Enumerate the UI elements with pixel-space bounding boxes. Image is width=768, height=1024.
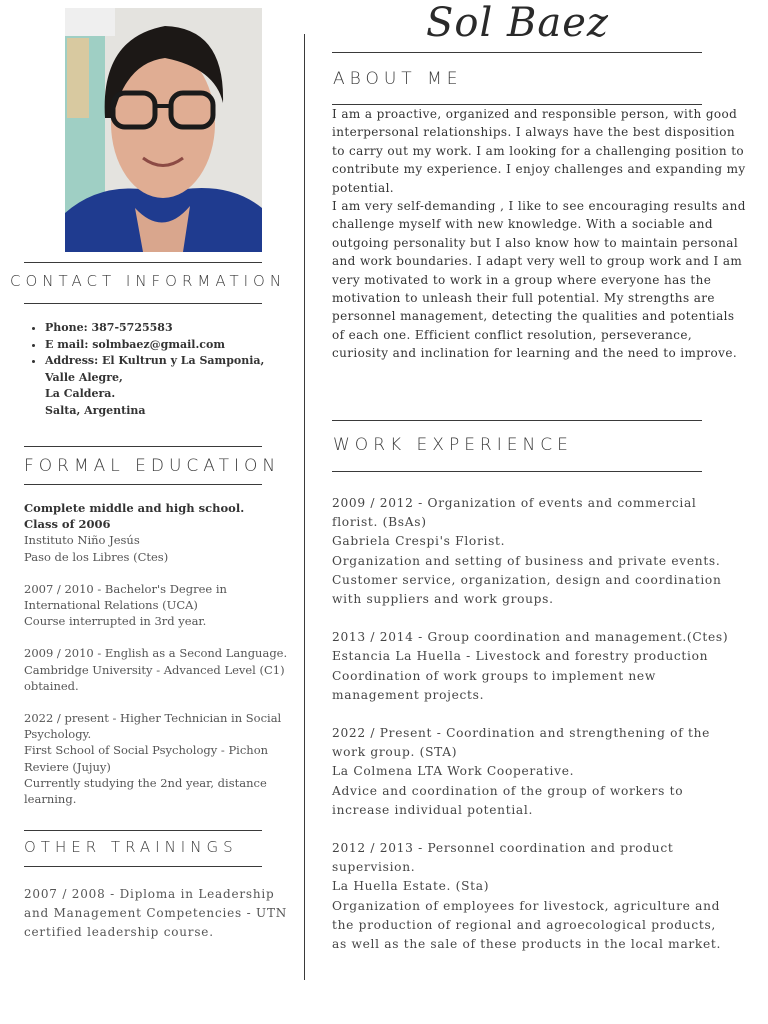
education-entry xyxy=(24,581,306,630)
contact-email: • E mail: solmbaez@gmail.com xyxy=(45,337,315,354)
work-line: 2022 / Present - Coordination and strengthening of the xyxy=(332,726,711,741)
address-line: Valle Alegre, xyxy=(45,370,123,384)
divider xyxy=(24,262,262,263)
divider xyxy=(24,303,262,304)
address-line: La Caldera. xyxy=(45,387,116,400)
work-line: the production of regional and agroecological products, xyxy=(332,917,716,932)
education-line: Complete middle and high school. xyxy=(24,501,245,515)
work-line: Organization and setting of business and private events. xyxy=(332,553,721,568)
work-line: 2009 / 2012 - Organization of events and commercial xyxy=(332,496,697,510)
education-line: Reviere (Jujuy) xyxy=(24,759,111,774)
contact-phone: • Phone: 387-5725583 xyxy=(45,320,315,337)
portrait-image xyxy=(65,8,262,252)
about-text xyxy=(332,105,748,363)
about-paragraph: I am a proactive, organized and responsible person, with good interpersonal relationships. I always have the best disposition to carry out my work. I am looking for a challenging position to contribute my experience. I enjoy challenges and expanding my potential. xyxy=(332,107,746,195)
address-line: Salta, Argentina xyxy=(45,403,146,417)
work-line: 2012 / 2013 - Personnel coordination and product xyxy=(332,841,674,856)
work-line: Gabriela Crespi's Florist. xyxy=(332,534,506,549)
work-entry xyxy=(332,628,747,705)
contact-address xyxy=(45,353,315,419)
education-line: 2022 / present - Higher Technician in Social xyxy=(24,711,282,726)
education-line: First School of Social Psychology - Pichon xyxy=(24,743,269,758)
work-heading: WORK EXPERIENCE xyxy=(333,435,573,455)
work-line: supervision. xyxy=(332,860,416,875)
address-line: • Address: El Kultrun y La Samponia, xyxy=(45,354,265,367)
divider xyxy=(24,484,262,485)
contact-heading: CONTACT INFORMATION xyxy=(10,272,287,290)
divider xyxy=(24,830,262,831)
work-line: Organization of employees for livestock, agriculture and xyxy=(332,898,721,913)
work-entry xyxy=(332,494,747,609)
divider xyxy=(24,446,262,447)
divider xyxy=(332,471,702,472)
work-line: increase individual potential. xyxy=(332,802,534,817)
work-line: with suppliers and work groups. xyxy=(332,592,554,607)
work-line: Advice and coordination of the group of workers to xyxy=(332,783,684,798)
contact-list xyxy=(24,320,315,419)
work-entry xyxy=(332,724,747,820)
divider xyxy=(332,52,702,53)
about-heading: ABOUT ME xyxy=(333,69,463,89)
education-line: Class of 2006 xyxy=(24,517,111,532)
education-line: learning. xyxy=(24,792,77,807)
work-experience xyxy=(332,494,747,973)
education-line: Instituto Niño Jesús xyxy=(24,533,140,548)
education-heading: FORMAL EDUCATION xyxy=(24,456,281,476)
education-list xyxy=(24,500,306,823)
work-line: 2013 / 2014 - Group coordination and management.(Ctes) xyxy=(332,630,729,645)
work-entry xyxy=(332,839,747,954)
education-line: 2007 / 2010 - Bachelor's Degree in xyxy=(24,581,227,596)
work-line: Estancia La Huella - Livestock and forestry production xyxy=(332,649,709,664)
work-line: La Huella Estate. (Sta) xyxy=(332,879,490,894)
work-line: florist. (BsAs) xyxy=(332,515,427,530)
education-line: Cambridge University - Advanced Level (C1) xyxy=(24,662,285,677)
candidate-name: Sol Baez xyxy=(426,0,609,46)
work-line: Customer service, organization, design and coordination xyxy=(332,572,722,587)
education-line: Course interrupted in 3rd year. xyxy=(24,614,207,629)
work-line: La Colmena LTA Work Cooperative. xyxy=(332,764,575,779)
profile-photo xyxy=(65,8,262,252)
work-line: Coordination of work groups to implement new xyxy=(332,668,656,683)
work-line: work group. (STA) xyxy=(332,745,458,760)
education-entry xyxy=(24,645,306,694)
trainings-text: 2007 / 2008 - Diploma in Leadership and Management Competencies - UTN certified leadership course. xyxy=(24,887,288,940)
education-line: Currently studying the 2nd year, distance xyxy=(24,775,267,790)
work-line: management projects. xyxy=(332,687,485,702)
education-line: International Relations (UCA) xyxy=(24,598,198,613)
education-line: Paso de los Libres (Ctes) xyxy=(24,549,169,564)
education-line: 2009 / 2010 - English as a Second Language. xyxy=(24,646,288,661)
education-line: Psychology. xyxy=(24,727,92,742)
work-line: as well as the sale of these products in the local market. xyxy=(332,937,722,952)
about-paragraph: I am very self-demanding , I like to see encouraging results and challenge myself with new knowledge. With a sociable and outgoing personality but I also know how to maintain personal and work boundaries. I adapt very well to group work and I am very motivated to work in a group where everyone has the motivation to unleash their full potential. My strengths are personnel management, detecting the qualities and potentials of each one. Efficient conflict resolution, perseverance, curiosity and inclination for learning and the need to improve. xyxy=(332,199,746,361)
divider xyxy=(332,420,702,421)
trainings-heading: OTHER TRAININGS xyxy=(24,838,238,856)
education-entry xyxy=(24,500,306,565)
education-entry xyxy=(24,710,306,807)
education-line: obtained. xyxy=(24,678,79,693)
divider xyxy=(24,866,262,867)
